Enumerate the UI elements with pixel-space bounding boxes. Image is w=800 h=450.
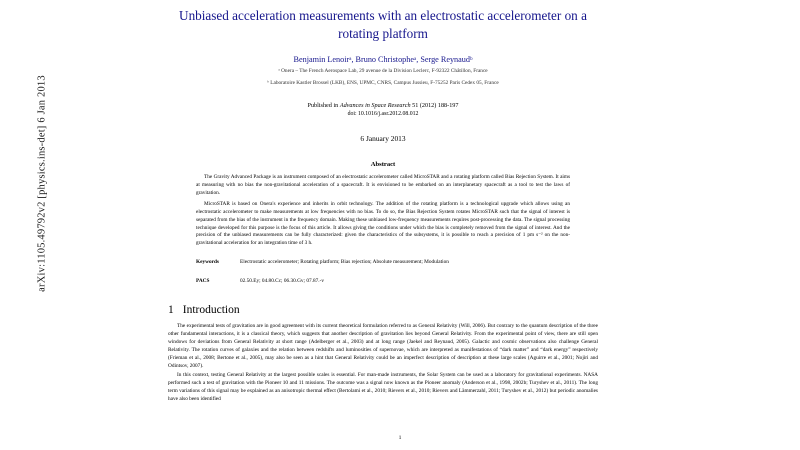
- page-number: 1: [398, 435, 402, 441]
- abstract-paragraph-1: The Gravity Advanced Package is an instrument composed of an electrostatic accelerometer called MicroSTAR and a rotating platform called Bias Rejection System. It aims at measuring with no bias the non-gravitational acceleration of a spacecraft. It is envisioned to be embarked on an interplanetary spacecraft as a tool to test the laws of gravitation.: [196, 173, 570, 196]
- abstract-paragraph-2: MicroSTAR is based on Onera's experience and inherits in orbit technology. The addition of the rotating platform is a technological upgrade which allows using an electrostatic accelerometer to make measurements at low frequencies with no bias. To do so, the Bias Rejection System rotates MicroSTAR such that the signal of interest is separated from the bias of the instrument in the frequency domain. Making these unbiased low-frequency measurements requires post-processing the data. The signal processing technique developed for this purpose is the focus of this article. It allows giving the conditions under which the bias is completely removed from the signal of interest. And the precision of the unbiased measurements can be fully characterized: given the characteristics of the subsystems, it is possible to reach a precision of 1 pm s⁻² on the non-gravitational acceleration for an integration time of 3 h.: [196, 200, 570, 247]
- keywords-value: Electrostatic accelerometer; Rotating platform; Bias rejection; Absolute measurement; Modulation: [240, 259, 449, 266]
- journal-name: Advances in Space Research: [339, 101, 411, 109]
- section-1-paragraph-2: In this context, testing General Relativity at the largest possible scales is essential. For man-made instruments, the Solar System can be used as a laboratory for gravitational experiments. NASA performed such a test of gravitation with the Pioneer 10 and 11 missions. The outcome was a signal now known as the Pioneer anomaly (Anderson et al., 1998, 2002b; Turyshev et al., 2011). The long term variations of this signal may be explained as an anisotropic thermal effect (Bertolami et al., 2010; Rievers et al., 2010; Rievers and Lämmerzahl, 2011; Turyshev et al., 2012) but periodic anomalies have also been identified: [168, 371, 598, 402]
- section-number: 1: [168, 304, 174, 317]
- paper-date: 6 January 2013: [360, 133, 406, 143]
- author-list: Benjamin Lenoirᵃ, Bruno Christopheᵃ, Serge Reynaudᵇ: [293, 54, 473, 64]
- pacs-value: 02.50.Ey; 04.80.Cc; 06.30.Gv; 07.87.-v: [240, 278, 325, 285]
- abstract-body: [168, 174, 598, 249]
- pacs-block: [168, 278, 598, 284]
- affiliation-2: ᵇ Laboratoire Kastler Brossel (LKB), ENS, UPMC, CNRS, Campus Jussieu, F-75252 Paris Cedex 05, France: [267, 79, 499, 86]
- publication-info: [168, 101, 598, 120]
- journal-volume-pages: 51 (2012) 188-197: [412, 101, 459, 109]
- affiliation-1: ᵃ Onera – The French Aerospace Lab, 29 avenue de la Division Leclerc, F-92322 Châtillon, France: [278, 67, 488, 74]
- section-heading-1: [168, 304, 598, 316]
- keywords-label: Keywords: [196, 259, 219, 266]
- paper-content-column: [168, 0, 598, 450]
- abstract-heading: Abstract: [370, 160, 396, 168]
- keywords-block: [168, 259, 598, 267]
- section-title: Introduction: [182, 304, 240, 317]
- section-1-body: [168, 323, 598, 403]
- section-1-paragraph-1: The experimental tests of gravitation are in good agreement with its current theoretical formulation referred to as General Relativity (Will, 2006). But contrary to the quantum description of the three other fundamental interactions, it is a classical theory, which suggests that another description of gravitation lies beyond General Relativity. From the experimental point of view, there are still open windows for deviations from General Relativity at short range (Adelberger et al., 2003) and at long range (Jaekel and Reynaud, 2005). Galactic and cosmic observations also challenge General Relativity. The rotation curves of galaxies and the relation between redshifts and luminosities of supernovae, which are interpreted as manifestations of “dark matter” and “dark energy” respectively (Frieman et al., 2008; Bertone et al., 2005), may also be seen as a hint that General Relativity could be an imperfect description of description at these large scales (Aguirre et al., 2001; Nojiri and Odintsov, 2007).: [168, 323, 598, 370]
- arxiv-identifier-stamp: arXiv:1105.49792v2 [physics.ins-det] 6 Jan 2013: [36, 75, 48, 292]
- page-title: Unbiased acceleration measurements with an electrostatic accelerometer on a rotating platform: [179, 8, 587, 41]
- published-in-prefix: Published in: [307, 101, 339, 109]
- pacs-label: PACS: [196, 278, 210, 285]
- doi-link[interactable]: doi: 10.1016/j.asr.2012.08.012: [347, 111, 419, 118]
